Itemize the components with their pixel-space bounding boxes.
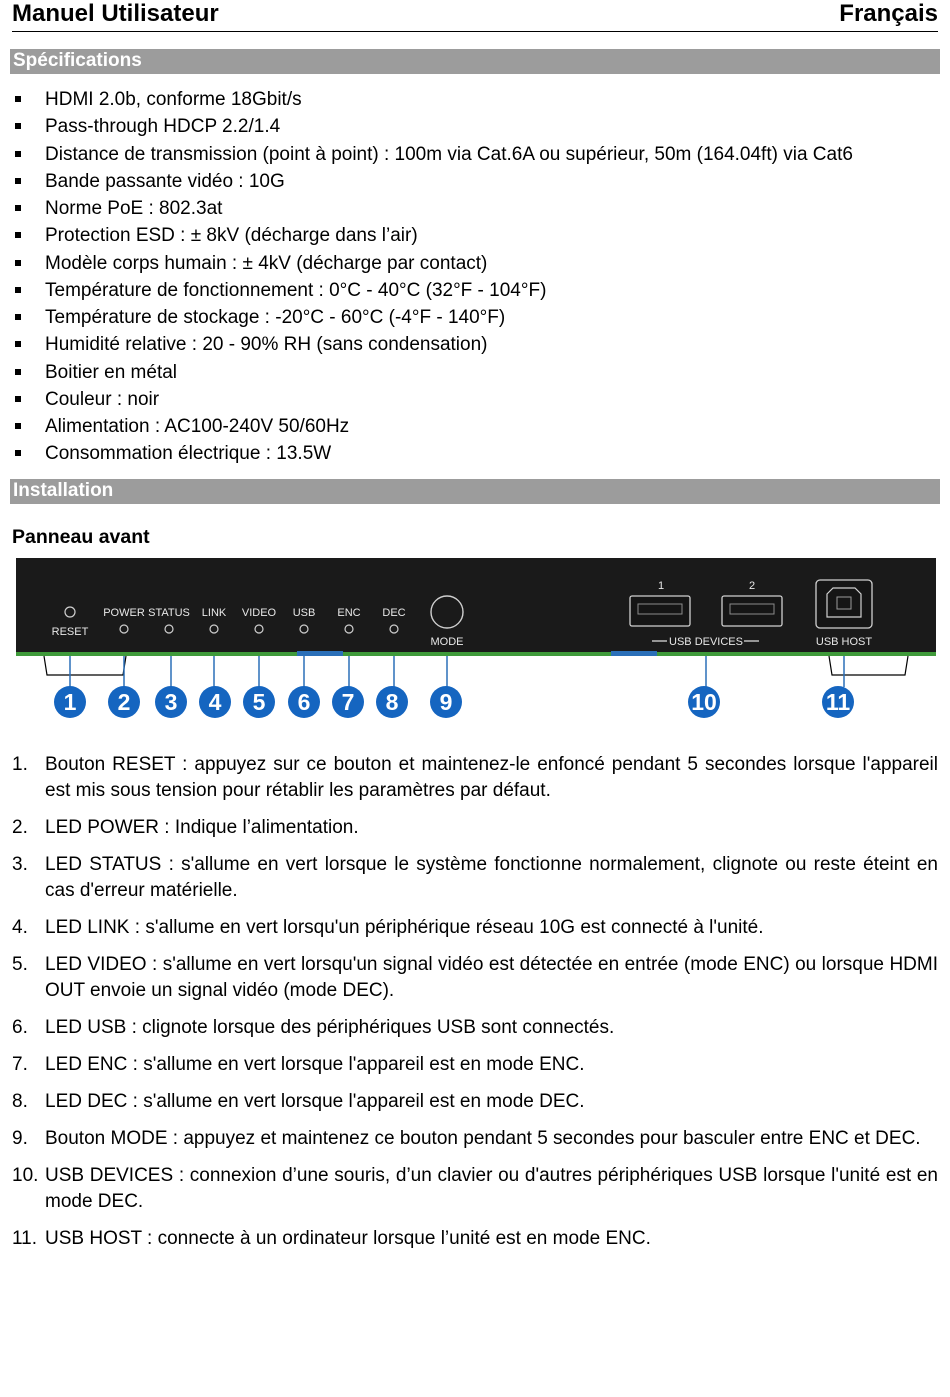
item-number: 10. xyxy=(12,1165,39,1186)
item-text: LED LINK : s'allume en vert lorsqu'un périphérique réseau 10G est connecté à l'unité. xyxy=(45,917,764,938)
port-2-label: 2 xyxy=(748,580,756,592)
spec-item: Température de fonctionnement : 0°C - 40°C (32°F - 104°F) xyxy=(12,277,932,304)
spec-item: Protection ESD : ± 8kV (décharge dans l’air) xyxy=(12,222,932,249)
item-number: 9. xyxy=(12,1128,28,1149)
manual-title: Manuel Utilisateur xyxy=(12,0,219,27)
dec-label: DEC xyxy=(382,607,406,619)
callout-number: 8 xyxy=(385,689,399,715)
bullet-icon xyxy=(15,96,21,102)
item-text: LED ENC : s'allume en vert lorsque l'appareil est en mode ENC. xyxy=(45,1054,585,1075)
spec-item: Consommation électrique : 13.5W xyxy=(12,440,932,467)
power-label: POWER xyxy=(103,607,145,619)
list-item xyxy=(12,1226,938,1252)
panel-bottom-edge xyxy=(16,652,936,656)
item-text: USB DEVICES : connexion d’une souris, d’un clavier ou d'autres périphériques USB lorsque l'unité est en mode DEC. xyxy=(45,1165,938,1212)
item-text: LED DEC : s'allume en vert lorsque l'appareil est en mode DEC. xyxy=(45,1091,585,1112)
mode-label: MODE xyxy=(430,636,464,648)
spec-item: Modèle corps humain : ± 4kV (décharge par contact) xyxy=(12,250,932,277)
callout-number: 4 xyxy=(208,689,222,715)
front-panel-diagram xyxy=(15,557,937,729)
spec-item: Boitier en métal xyxy=(12,359,932,386)
spec-item: HDMI 2.0b, conforme 18Gbit/s xyxy=(12,86,932,113)
specs-list xyxy=(12,86,932,468)
reset-label: RESET xyxy=(51,626,89,638)
bullet-icon xyxy=(15,123,21,129)
port-1-label: 1 xyxy=(657,580,665,592)
item-number: 11. xyxy=(12,1228,38,1249)
usb-host-label: USB HOST xyxy=(815,636,873,648)
bullet-icon xyxy=(15,151,21,157)
usb-label: USB xyxy=(292,607,316,619)
list-item xyxy=(12,752,938,804)
item-number: 6. xyxy=(12,1017,28,1038)
item-text: LED USB : clignote lorsque des périphériques USB sont connectés. xyxy=(45,1017,615,1038)
callout-number: 5 xyxy=(252,689,266,715)
item-text: LED POWER : Indique l’alimentation. xyxy=(45,817,359,838)
section-specifications xyxy=(10,49,940,74)
list-item xyxy=(12,1089,938,1115)
item-text: LED STATUS : s'allume en vert lorsque le système fonctionne normalement, clignote ou reste éteint en cas d'erreur matérielle. xyxy=(45,854,938,901)
section-title: Spécifications xyxy=(13,50,142,71)
list-item xyxy=(12,952,938,1004)
list-item xyxy=(12,1163,938,1215)
item-number: 2. xyxy=(12,817,28,838)
right-foot xyxy=(829,656,908,675)
list-item xyxy=(12,852,938,904)
bottom-connector xyxy=(611,651,657,656)
item-number: 7. xyxy=(12,1054,28,1075)
bullet-icon xyxy=(15,423,21,429)
list-item xyxy=(12,915,938,941)
callout-number: 9 xyxy=(439,689,453,715)
usb-host-port xyxy=(816,580,872,628)
status-label: STATUS xyxy=(148,607,190,619)
bullet-icon xyxy=(15,314,21,320)
bullet-icon xyxy=(15,178,21,184)
usb-device-port-1 xyxy=(630,596,690,626)
bottom-connector xyxy=(297,651,343,656)
link-label: LINK xyxy=(201,607,227,619)
item-number: 8. xyxy=(12,1091,28,1112)
item-number: 5. xyxy=(12,954,28,975)
callout-number: 2 xyxy=(117,689,131,715)
spec-item: Norme PoE : 802.3at xyxy=(12,195,932,222)
list-item xyxy=(12,1126,938,1152)
bullet-icon xyxy=(15,232,21,238)
bullet-icon xyxy=(15,341,21,347)
language-label: Français xyxy=(839,0,938,27)
bullet-icon xyxy=(15,205,21,211)
item-number: 3. xyxy=(12,854,28,875)
item-text: USB HOST : connecte à un ordinateur lorsque l’unité est en mode ENC. xyxy=(45,1228,651,1249)
callout-number: 11 xyxy=(825,689,851,715)
spec-item: Couleur : noir xyxy=(12,386,932,413)
callout-lines xyxy=(70,656,844,687)
enc-label: ENC xyxy=(337,607,361,619)
spec-item: Distance de transmission (point à point) : 100m via Cat.6A ou supérieur, 50m (164.04ft) via Cat6 xyxy=(12,141,932,168)
callout-number: 10 xyxy=(691,689,717,715)
front-panel-title: Panneau avant xyxy=(12,526,150,548)
callout-number: 3 xyxy=(164,689,178,715)
page-header xyxy=(12,0,938,32)
bullet-icon xyxy=(15,396,21,402)
spec-item: Température de stockage : -20°C - 60°C (-4°F - 140°F) xyxy=(12,304,932,331)
callout-number: 7 xyxy=(341,689,355,715)
usb-device-port-2 xyxy=(722,596,782,626)
item-text: Bouton RESET : appuyez sur ce bouton et maintenez-le enfoncé pendant 5 secondes lorsque l'appareil est mis sous tension pour rétablir les paramètres par défaut. xyxy=(45,754,938,801)
spec-item: Pass-through HDCP 2.2/1.4 xyxy=(12,113,932,140)
bullet-icon xyxy=(15,287,21,293)
spec-item: Bande passante vidéo : 10G xyxy=(12,168,932,195)
section-installation xyxy=(10,479,940,504)
list-item xyxy=(12,1052,938,1078)
callout-number: 1 xyxy=(63,689,77,715)
usb-devices-label: USB DEVICES xyxy=(669,636,743,648)
spec-item: Humidité relative : 20 - 90% RH (sans condensation) xyxy=(12,331,932,358)
left-foot xyxy=(44,656,126,675)
item-text: LED VIDEO : s'allume en vert lorsqu'un signal vidéo est détectée en entrée (mode ENC) ou lorsque HDMI OUT envoie un signal vidéo (mode DEC). xyxy=(45,954,938,1001)
panel-description-list xyxy=(12,752,938,1263)
section-title: Installation xyxy=(13,480,114,501)
item-number: 1. xyxy=(12,754,28,775)
video-label: VIDEO xyxy=(241,607,277,619)
callout-number: 6 xyxy=(297,689,311,715)
item-text: Bouton MODE : appuyez et maintenez ce bouton pendant 5 secondes pour basculer entre ENC et DEC. xyxy=(45,1128,921,1149)
bullet-icon xyxy=(15,260,21,266)
spec-item: Alimentation : AC100-240V 50/60Hz xyxy=(12,413,932,440)
bullet-icon xyxy=(15,369,21,375)
item-number: 4. xyxy=(12,917,28,938)
list-item xyxy=(12,1015,938,1041)
list-item xyxy=(12,815,938,841)
bullet-icon xyxy=(15,450,21,456)
